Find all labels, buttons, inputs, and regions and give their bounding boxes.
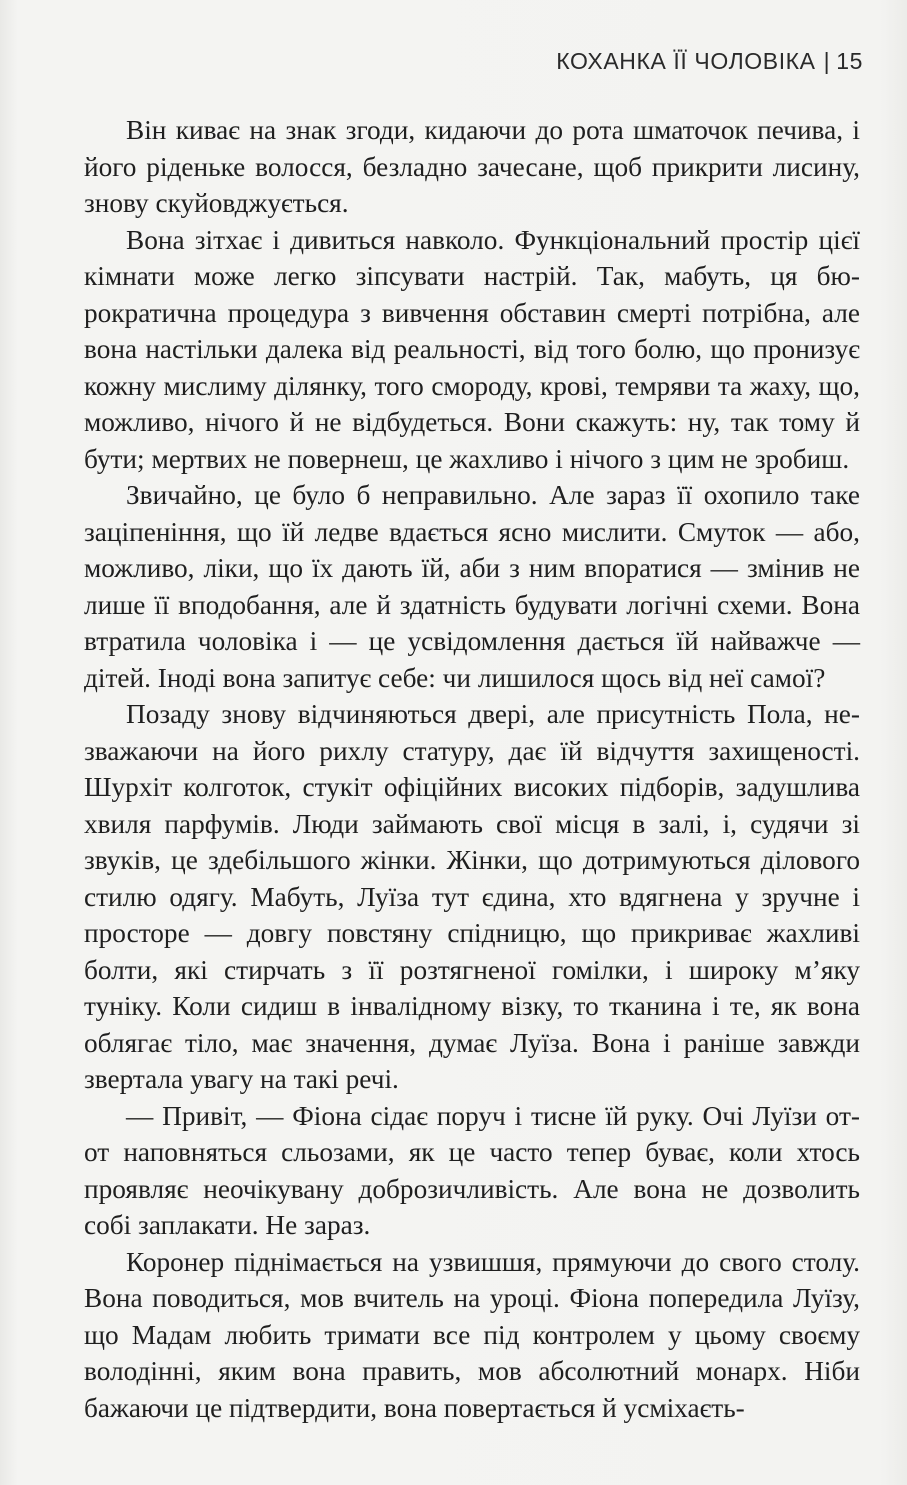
running-head: [556, 48, 863, 75]
paragraph: Він киває на знак згоди, кидаючи до рота шматочок печива, і його ріденьке волосся, безладно зачесане, щоб прикрити лисину, знову скуйовджується.: [84, 115, 860, 218]
paragraph: Звичайно, це було б неправильно. Але зараз її охопило таке заціпеніння, що їй ледве вдається ясно мислити. Смуток — або, можливо, ліки, що їх дають їй, аби з ним впоратися — змінив не лише її вподобання, але й здатність будувати логічні схеми. Вона втратила чоловіка і — це усвідомлення дається їй найважче — дітей. Іноді вона запитує себе: чи лишилося щось від неї самої?: [84, 480, 860, 693]
paragraph: Коронер піднімається на узвишшя, прямуючи до свого столу. Вона поводиться, мов вчитель на уроці. Фіона попередила Луїзу, що Мадам любить тримати все під контролем у цьому своєму володінні, яким вона править, мов абсолютний монарх. Ніби бажаючи це підтвердити, вона повертається й усміхаєть-: [84, 1246, 860, 1423]
body-text: [84, 112, 860, 1426]
header-separator: |: [823, 48, 831, 74]
paragraph: Вона зітхає і дивиться навколо. Функціональний простір цієї кімнати може легко зіпсувати настрій. Так, мабуть, ця бюрократична процедура з вивчення обставин смерті потрібна, але вона настільки далека від реальності, від того болю, що пронизує кожну мислиму ділянку, того смороду, крові, темряви та жаху, що, можливо, нічого й не відбудеться. Вони скажуть: ну, так тому й бути; мертвих не повернеш, це жахливо і нічого з цим не зробиш.: [84, 224, 860, 474]
paragraph: Позаду знову відчиняються двері, але присутність Пола, незважаючи на його рихлу статуру, дає їй відчуття захищеності. Шурхіт колготок, стукіт офіційних високих підборів, задушлива хвиля парфумів. Люди займають свої місця в залі, і, судячи зі звуків, це здебільшого жінки. Жінки, що дотримуються ділового стилю одягу. Мабуть, Луїза тут єдина, хто вдягнена у зручне і просторе — довгу повстяну спідницю, що прикриває жахливі болти, які стирчать з її розтягненої гомілки, і широку м’яку туніку. Коли сидиш в інвалідному візку, то тканина і те, як вона облягає тіло, має значення, думає Луїза. Вона і раніше завжди звертала увагу на такі речі.: [84, 699, 860, 1094]
page-number: 15: [836, 48, 863, 74]
paragraph: — Привіт, — Фіона сідає поруч і тисне їй руку. Очі Луїзи от-от наповняться сльозами, як це часто тепер буває, коли хтось проявляє неочікувану доброзичливість. Але вона не дозволить собі заплакати. Не зараз.: [84, 1100, 860, 1240]
book-title: КОХАНКА ЇЇ ЧОЛОВІКА: [556, 48, 816, 74]
